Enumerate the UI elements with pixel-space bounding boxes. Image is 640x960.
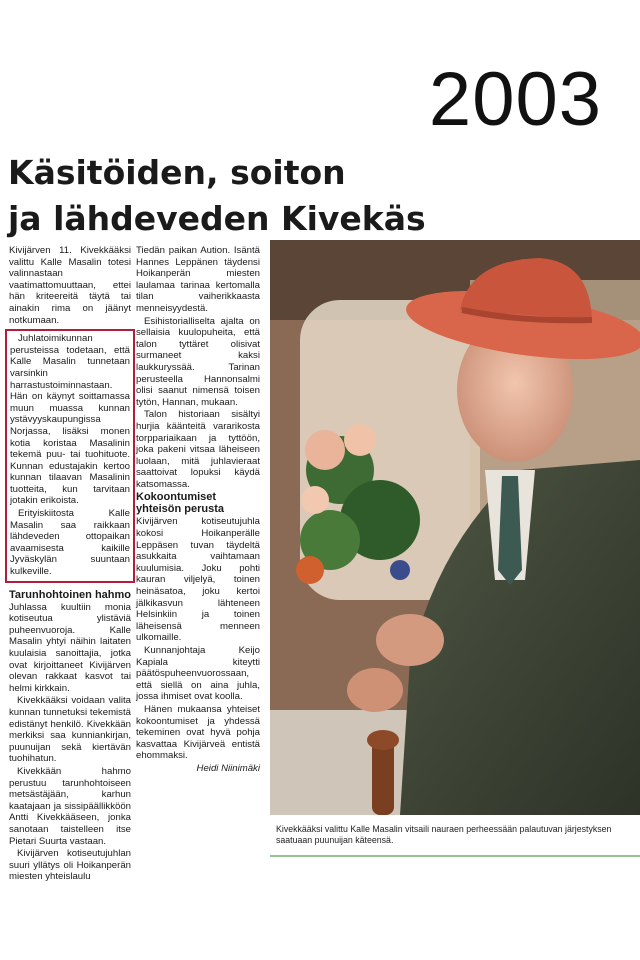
headline (8, 150, 528, 242)
photo-portrait (270, 240, 640, 815)
box-paragraph-2: Erityiskiitosta Kalle Masalin saa raikkaan lähdeveden ottopaikan avaamisesta kaikille Jyväskylän suuntaan kulkeville. (10, 508, 130, 578)
article-column-1 (9, 245, 131, 884)
photo-caption: Kivekkääksi valittu Kalle Masalin vitsaili nauraen perheessään palautuvan järjestyksen saatuaan puunuijan käteensä. (276, 824, 612, 845)
paragraph: Hänen mukaansa yhteiset kokoontumiset ja yhdessä tekeminen ovat hyvä pohja kasvattaa Kivijärveä entistä ehommaksi. (136, 703, 260, 762)
box-paragraph-1: Juhlatoimikunnan perusteissa todetaan, että Kalle Masalin tunnetaan varsinkin harrastustoiminnastaan. Hän on käynyt soittamassa muun muassa kunnan ystävyyskaupungissa Norjassa, lisäksi monen kotia koristaa Masalinin tekemä puu- tai tuohituote. Kunnan edustajakin kertoo kunnan tilaavan Masalinin tuotteita, kun tarvitaan jotakin erikoista. (10, 333, 130, 507)
intro-paragraph: Kivijärven 11. Kivekkääksi valittu Kalle Masalin totesi valinnastaan vaatimattomuuttaan, ettei hän kriteereitä täytä tai ainakin rima on jäänyt notkumaan. (9, 245, 131, 326)
photo-illustration (270, 240, 640, 815)
caption-rule (270, 855, 640, 857)
subhead-kokoontumiset: Kokoontumiset yhteisön perusta (136, 491, 225, 516)
paragraph: Kivekkään hahmo perustuu tarunhohtoiseen metsästäjään, karhun kaatajaan ja sissipäällikköön Antti Kivekkääseen, jonka sanotaan taistelleen itse Pietari Suurta vastaan. (9, 765, 131, 847)
highlight-box (5, 329, 135, 582)
paragraph: Kivijärven kotiseutujuhla kokosi Hoikanperälle Leppäsen tuvan täydeltä asukkaita vaihtamaan kuulumisia. Joku pohti kauran viljelyä, toinen heinäsatoa, joku kertoi jälkikasvun lähteneen Helsinkiin ja toinen läheisensä menneen ulkomaille. (136, 516, 260, 644)
paragraph: Kivekkääksi voidaan valita kunnan tunnetuksi tekemistä edistänyt henkilö. Kivekkään merkiksi saa kunniankirjan, puunuijan sekä kiertävän tuohihatun. (9, 695, 131, 765)
year-label: 2003 (428, 57, 602, 142)
paragraph: Juhlassa kuultiin monia kotiseutua ylistäviä puheenvuoroja. Kalle Masalin yhtyi näihin laitaten kuulaisia sanoittajia, jotka ovat kirjoittaneet Kivijärven olevan rakkaat kasvot tai helmi kirkkain. (9, 601, 131, 694)
paragraph: Tiedän paikan Aution. Isäntä Hannes Leppänen täydensi Hoikanperän miesten laulamaa tarinaa kertomalla tilan vaiherikkaasta menneisyydestä. (136, 245, 260, 314)
paragraph: Kunnanjohtaja Keijo Kapiala kiteytti päätöspuheenvuorossaan, että siellä on aina juhla, jossa ihmiset ovat koolla. (136, 645, 260, 703)
subhead-tarunhohtoinen: Tarunhohtoinen hahmo (9, 588, 132, 601)
paragraph: Kivijärven kotiseutujuhlan suuri yllätys oli Hoikanperän miesten yhteislaulu (9, 848, 131, 883)
headline-line-1: Käsitöiden, soiton (8, 153, 346, 192)
article-column-2 (136, 245, 260, 776)
paragraph: Esihistorialliselta ajalta on sellaisia kuulopuheita, että talon tyttäret olisivat surmaneet kaksi laukkuryssää. Tarinan perusteella Hannonsalmi olisi saanut nimensä toisen tytön, Hannan, mukaan. (136, 315, 260, 408)
byline: Heidi Niinimäki (196, 762, 260, 774)
paragraph: Talon historiaan sisältyi hurjia käänteitä vararikosta torppariaikaan ja tyttöön, joka pakeni vitsaa läheiseen luolaan, mitä juhlavieraat saattoivat lopuksi käydä katsomassa. (136, 409, 260, 490)
headline-line-2: ja lähdeveden Kivekäs (8, 199, 426, 238)
